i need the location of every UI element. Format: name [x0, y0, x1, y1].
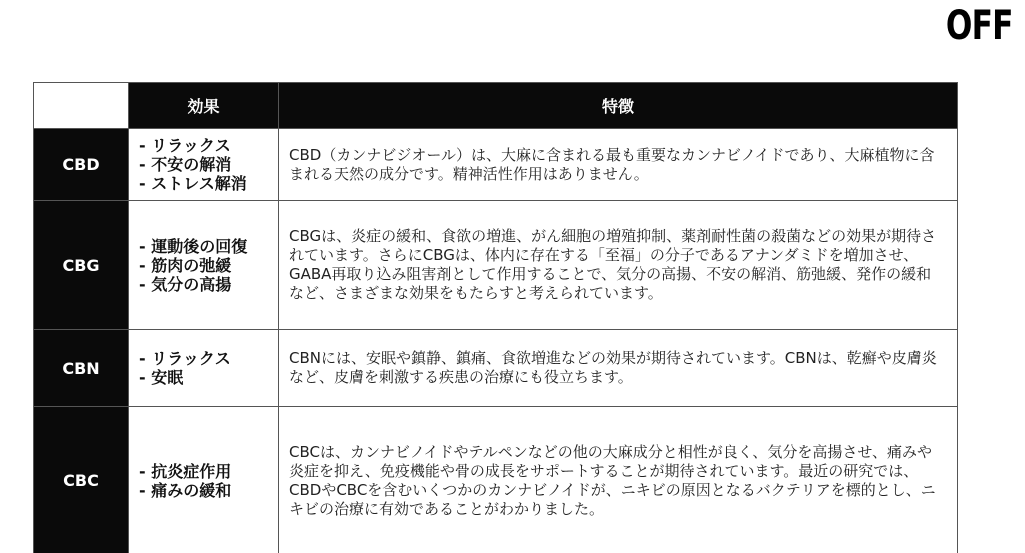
cannabinoid-table	[33, 82, 958, 553]
compound-name: CBN	[34, 330, 129, 407]
table-row	[34, 330, 958, 407]
effect-item: - 抗炎症作用	[139, 461, 232, 481]
table-row	[34, 407, 958, 553]
effect-item: - 運動後の回復	[139, 236, 248, 256]
effects-cell	[129, 201, 279, 330]
effect-item: - 気分の高揚	[139, 274, 232, 294]
effects-cell	[129, 330, 279, 407]
effect-item: - リラックス	[139, 349, 231, 368]
description-cell: CBCは、カンナビノイドやテルペンなどの他の大麻成分と相性が良く、気分を高揚させ、痛みや炎症を抑え、免疫機能や骨の成長をサポートすることが期待されています。最近の研究では、CBDやCBCを含むいくつかのカンナビノイドが、ニキビの原因となるバクテリアを標的とし、ニキビの治療に有効であることがわかりました。	[279, 407, 958, 553]
effects-cell	[129, 129, 279, 201]
table-header-row	[34, 83, 958, 129]
header-blank-cell	[34, 83, 129, 129]
effect-item: - リラックス	[139, 136, 231, 155]
effect-item: - 筋肉の弛緩	[139, 255, 232, 275]
description-cell: CBD（カンナビジオール）は、大麻に含まれる最も重要なカンナビノイドであり、大麻植物に含まれる天然の成分です。精神活性作用はありません。	[279, 129, 958, 201]
effect-item: - 痛みの緩和	[139, 480, 232, 500]
description-cell: CBNには、安眠や鎮静、鎮痛、食欲増進などの効果が期待されています。CBNは、乾癬や皮膚炎など、皮膚を刺激する疾患の治療にも役立ちます。	[279, 330, 958, 407]
compound-name: CBD	[34, 129, 129, 201]
table-row	[34, 201, 958, 330]
brand-logo: OFF	[946, 3, 1013, 49]
header-features: 特徴	[279, 83, 958, 129]
effect-item: - ストレス解消	[139, 174, 247, 193]
compound-name: CBC	[34, 407, 129, 553]
compound-name: CBG	[34, 201, 129, 330]
table-row	[34, 129, 958, 201]
effect-item: - 安眠	[139, 368, 184, 387]
effects-cell	[129, 407, 279, 553]
description-cell: CBGは、炎症の緩和、食欲の増進、がん細胞の増殖抑制、薬剤耐性菌の殺菌などの効果が期待されています。さらにCBGは、体内に存在する「至福」の分子であるアナンダミドを増加させ、GABA再取り込み阻害剤として作用することで、気分の高揚、不安の解消、筋弛緩、発作の緩和など、さまざまな効果をもたらすと考えられています。	[279, 201, 958, 330]
header-effects: 効果	[129, 83, 279, 129]
effect-item: - 不安の解消	[139, 155, 232, 174]
